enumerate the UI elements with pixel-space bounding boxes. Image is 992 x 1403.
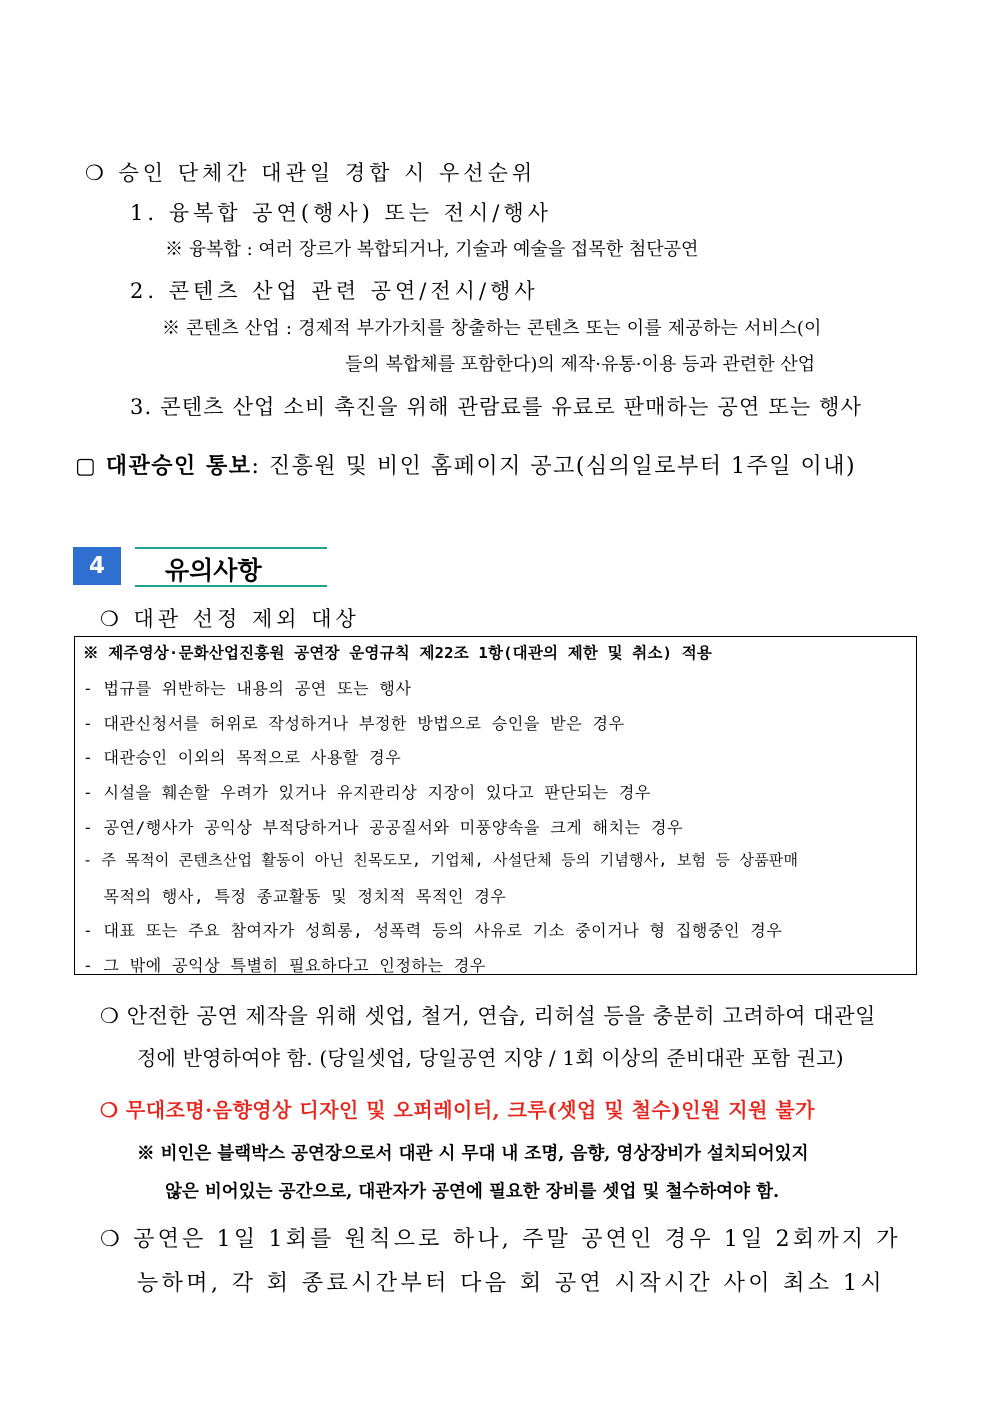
schedule-note-line2: 능하며, 각 회 종료시간부터 다음 회 공연 시작시간 사이 최소 1시	[137, 1271, 886, 1296]
priority-item-1: 1. 융복합 공연(행사) 또는 전시/행사	[130, 201, 552, 225]
checkbox-icon: ▢	[75, 454, 98, 479]
priority-item-2-note-line1: ※ 콘텐츠 산업 : 경제적 부가가치를 창출하는 콘텐츠 또는 이를 제공하는 서비스(이	[162, 318, 822, 339]
schedule-note-line1: ❍ 공연은 1일 1회를 원칙으로 하나, 주말 공연인 경우 1일 2회까지 가	[100, 1227, 901, 1252]
section-number-badge: 4	[73, 547, 121, 585]
priority-item-3: 3. 콘텐츠 산업 소비 촉진을 위해 관람료를 유료로 판매하는 공연 또는 행사	[130, 395, 863, 419]
rules-line-7: 목적의 행사, 특정 종교활동 및 정치적 목적인 경우	[83, 887, 507, 906]
no-support-warning: ❍ 무대조명·음향영상 디자인 및 오퍼레이터, 크루(셋업 및 철수)인원 지원 불가	[100, 1098, 816, 1122]
priority-item-2: 2. 콘텐츠 산업 관련 공연/전시/행사	[130, 279, 539, 303]
approval-notice-label: 대관승인 통보	[105, 453, 252, 479]
approval-notice-text: : 진흥원 및 비인 홈페이지 공고(심의일로부터 1주일 이내)	[251, 454, 857, 479]
exclusion-rules-box	[74, 636, 917, 975]
rules-line-2: - 대관신청서를 허위로 작성하거나 부정한 방법으로 승인을 받은 경우	[83, 714, 625, 733]
safety-note-line1: ❍ 안전한 공연 제작을 위해 셋업, 철거, 연습, 리허설 등을 충분히 고려하여 대관일	[100, 1004, 877, 1028]
approval-notice	[75, 449, 856, 480]
exclusion-subheading: ❍ 대관 선정 제외 대상	[100, 607, 360, 631]
section-title-rule	[135, 547, 327, 587]
rules-line-8: - 대표 또는 주요 참여자가 성희롱, 성폭력 등의 사유로 기소 중이거나 형 집행중인 경우	[83, 921, 783, 940]
priority-heading: ❍ 승인 단체간 대관일 경합 시 우선순위	[85, 161, 537, 185]
blackbox-note-line2: 않은 비어있는 공간으로, 대관자가 공연에 필요한 장비를 셋업 및 철수하여야 함.	[165, 1182, 780, 1202]
priority-item-2-note-line2: 들의 복합체를 포함한다)의 제작·유통·이용 등과 관련한 산업	[345, 354, 816, 375]
blackbox-note-line1: ※ 비인은 블랙박스 공연장으로서 대관 시 무대 내 조명, 음향, 영상장비가 설치되어있지	[137, 1144, 809, 1164]
rules-box-header: ※ 제주영상·문화산업진흥원 공연장 운영규칙 제22조 1항(대관의 제한 및 취소) 적용	[83, 644, 713, 662]
rules-line-4: - 시설을 훼손할 우려가 있거나 유지관리상 지장이 있다고 판단되는 경우	[83, 783, 651, 802]
priority-item-1-note: ※ 융복합 : 여러 장르가 복합되거나, 기술과 예술을 접목한 첨단공연	[165, 239, 699, 260]
rules-line-5: - 공연/행사가 공익상 부적당하거나 공공질서와 미풍양속을 크게 해치는 경우	[83, 818, 684, 837]
rules-line-1: - 법규를 위반하는 내용의 공연 또는 행사	[83, 679, 412, 698]
rules-line-9: - 그 밖에 공익상 특별히 필요하다고 인정하는 경우	[83, 956, 486, 975]
safety-note-line2: 정에 반영하여야 함. (당일셋업, 당일공연 지양 / 1회 이상의 준비대관 포함 권고)	[137, 1046, 844, 1070]
section-title: 유의사항	[165, 556, 262, 585]
rules-line-3: - 대관승인 이외의 목적으로 사용할 경우	[83, 748, 402, 767]
rules-line-6: - 주 목적이 콘텐츠산업 활동이 아닌 친목도모, 기업체, 사설단체 등의 기념행사, 보험 등 상품판매	[83, 851, 799, 869]
